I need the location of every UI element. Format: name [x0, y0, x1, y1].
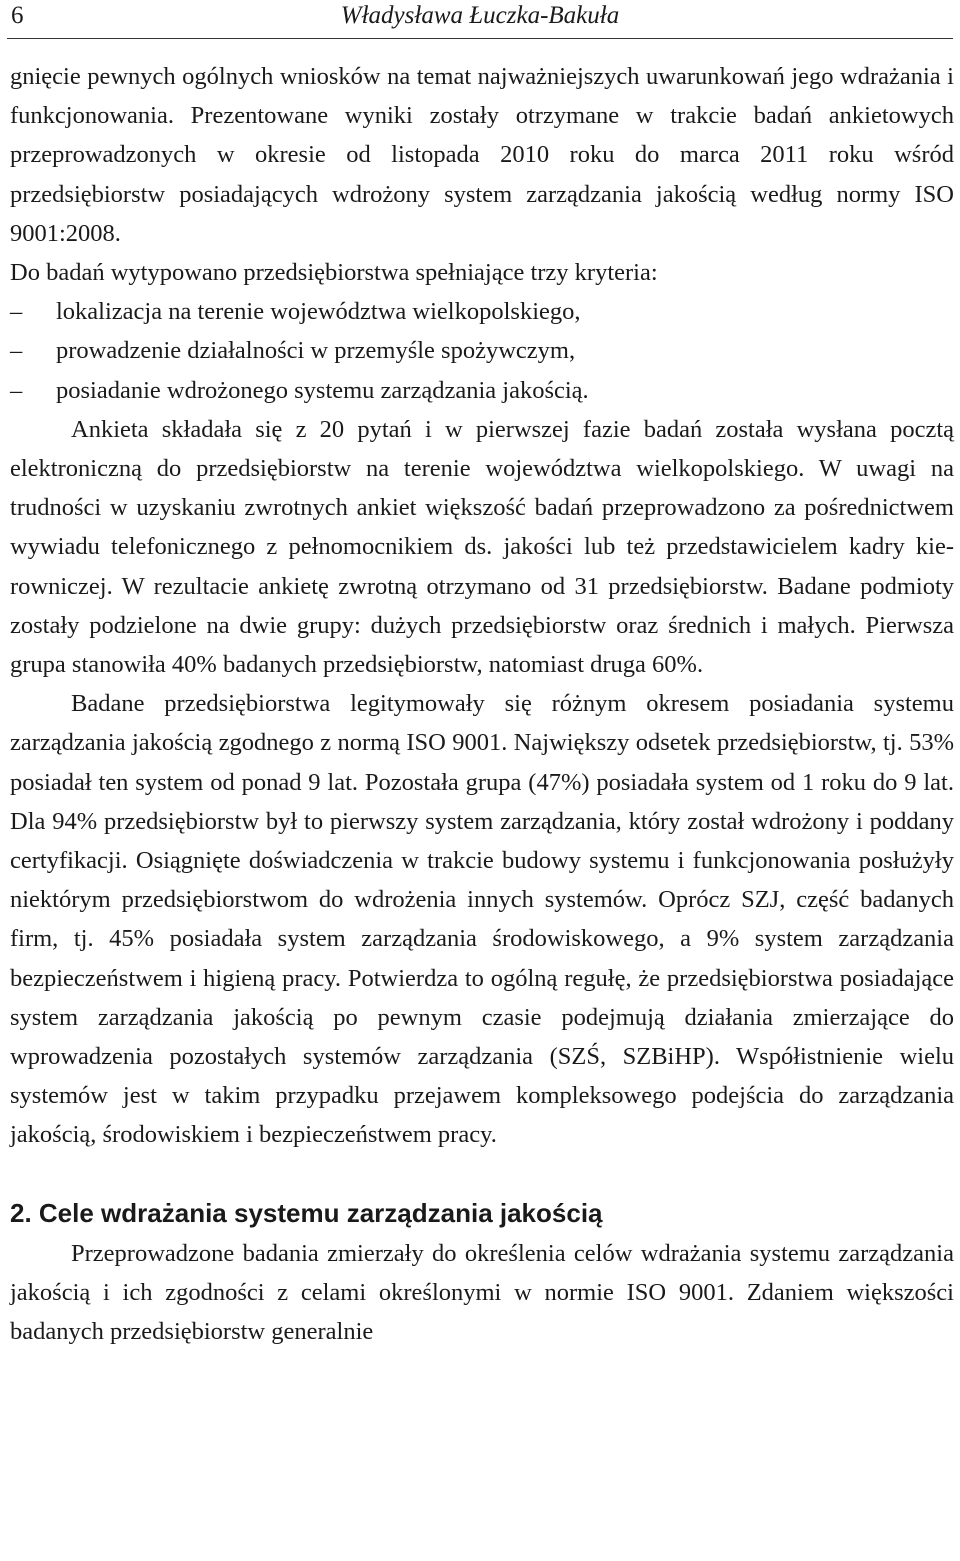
dash-bullet: – [10, 298, 23, 326]
dash-bullet: – [10, 376, 23, 404]
list-item-text: prowadzenie działalności w przemyśle spożywczym, [56, 337, 576, 365]
paragraph-goals: Przeprowadzone badania zmierzały do określenia celów wdrażania systemu zarządzania jakością i ich zgodności z celami określonymi w normie ISO 9001. Zdaniem większości badanych przedsiębiorstw generalnie [10, 1239, 954, 1346]
page-number: 6 [11, 2, 24, 29]
body-text [10, 57, 954, 1351]
list-item [10, 371, 954, 410]
section-heading: 2. Cele wdrażania systemu zarządzania jakością [10, 1197, 603, 1228]
dash-bullet: – [10, 337, 23, 365]
list-item [10, 331, 954, 370]
paragraph-survey-details: Ankieta składała się z 20 pytań i w pierwszej fazie badań została wysłana pocztą elektroniczną do przedsiębiorstw na terenie województwa wielkopolskiego. W uwagi na trudności w uzyskaniu zwrotnych ankiet większość badań przeprowadzono za pośrednictwem wywiadu telefonicznego z pełnomocnikiem ds. jakości lub też przedstawicielem kadry kierowniczej. W rezultacie ankietę zwrotną otrzymano od 31 przedsiębiorstw. Badane podmioty zostały podzielone na dwie grupy: dużych przedsiębiorstw oraz średnich i małych. Pierwsza grupa stanowiła 40% badanych przedsiębiorstw, natomiast druga 60%. [10, 415, 954, 679]
criteria-list [10, 292, 954, 410]
page-header [7, 0, 953, 39]
list-item-text: lokalizacja na terenie województwa wielkopolskiego, [56, 298, 581, 326]
paragraph-criteria-intro: Do badań wytypowano przedsiębiorstwa spełniające trzy kryteria: [10, 259, 658, 287]
list-item-text: posiadanie wdrożonego systemu zarządzania jakością. [56, 376, 589, 404]
running-head-author: Władysława Łuczka-Bakuła [340, 2, 620, 29]
paragraph-survey-method: gnięcie pewnych ogólnych wniosków na temat najważniejszych uwarunkowań jego wdrażania i funkcjonowania. Prezentowane wyniki zostały otrzymane w trakcie badań ankietowych przeprowadzonych w okresie od listopada 2010 roku do marca 2011 roku wśród przedsiębiorstw posiadających wdrożony system zarządzania jakością według normy ISO 9001:2008. [10, 63, 954, 247]
paragraph-certification-period: Badane przedsiębiorstwa legitymowały się różnym okresem posiadania systemu zarządzania jakością zgodnego z normą ISO 9001. Największy odsetek przedsiębiorstw, tj. 53% posiadał ten system od ponad 9 lat. Pozostała grupa (47%) posiadała system od 1 roku do 9 lat. Dla 94% przedsiębiorstw był to pierwszy system zarządzania, który został wdrożony i poddany certyfikacji. Osiągnięte doświadczenia w trakcie budowy systemu i funkcjonowania posłużyły niektórym przedsiębiorstwom do wdrożenia innych systemów. Oprócz SZJ, część badanych firm, tj. 45% posiadała system zarządzania środowiskowego, a 9% system zarządzania bezpieczeństwem i higieną pracy. Potwierdza to ogólną regułę, że przedsiębiorstwa posiadające system zarządzania jakością po pewnym czasie podejmują działania zmierzające do wprowadzenia pozostałych systemów zarządzania (SZŚ, SZBiHP). Współistnienie wielu systemów jest w takim przypadku przejawem kompleksowego podejścia do zarządzania jakością, środowiskiem i bezpieczeństwem pracy. [10, 690, 954, 1149]
list-item [10, 292, 954, 331]
